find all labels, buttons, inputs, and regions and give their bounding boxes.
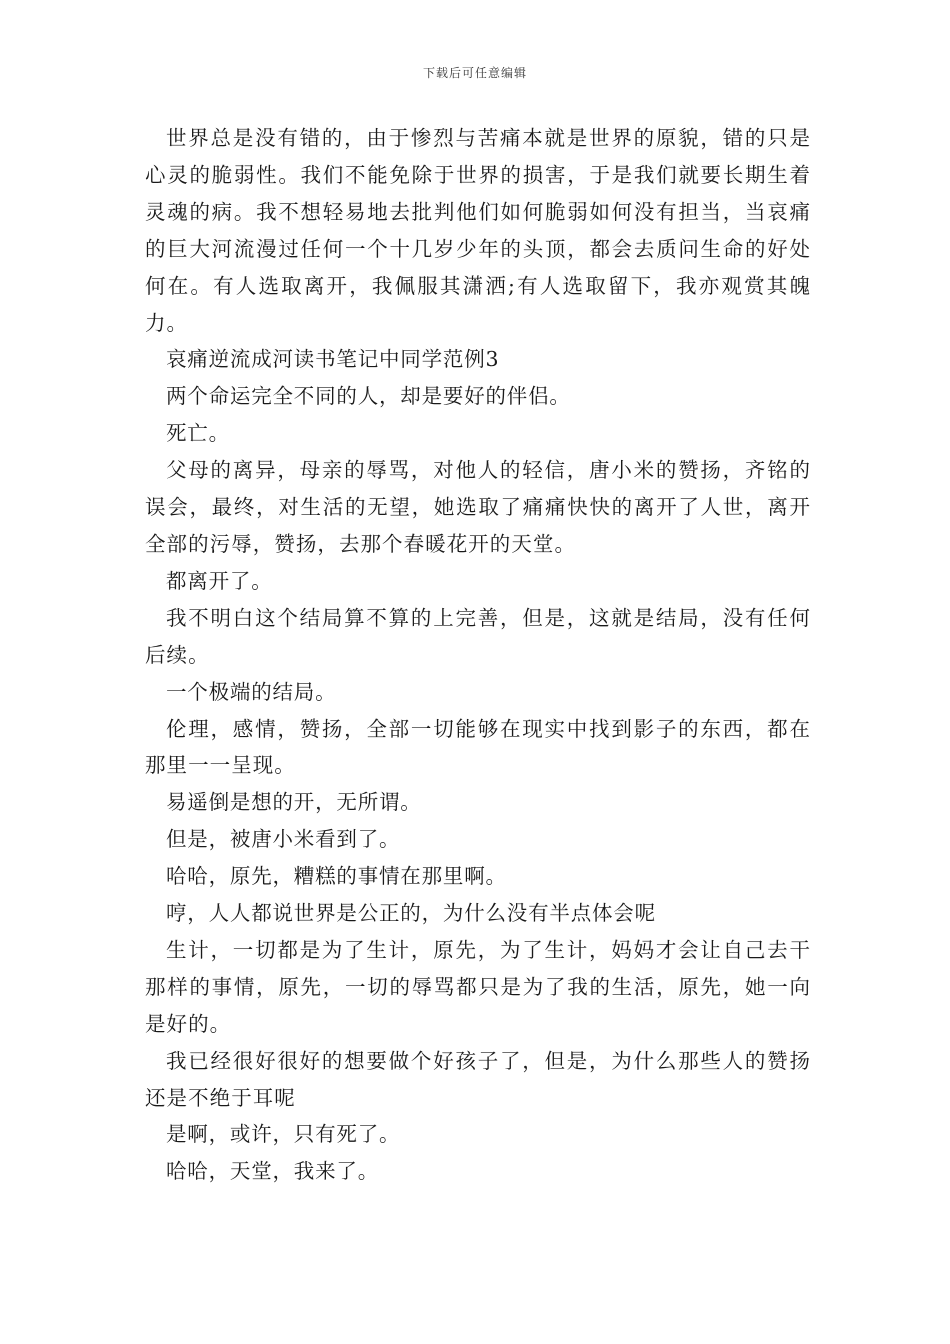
paragraph: 易遥倒是想的开，无所谓。	[166, 790, 422, 815]
paragraph: 两个命运完全不同的人，却是要好的伴侣。	[166, 384, 571, 409]
paragraph: 生计，一切都是为了生计，原先，为了生计，妈妈才会让自己去干那样的事情，原先，一切的辱骂都只是为了我的生活，原先，她一向是好的。	[145, 937, 811, 1036]
paragraph: 都离开了。	[166, 568, 273, 593]
paragraph: 父母的离异，母亲的辱骂，对他人的轻信，唐小米的赞扬，齐铭的误会，最终，对生活的无望，她选取了痛痛快快的离开了人世，离开全部的污辱，赞扬，去那个春暖花开的天堂。	[145, 458, 811, 556]
paragraph: 哼，人人都说世界是公正的，为什么没有半点体会呢	[166, 901, 656, 926]
paragraph: 是啊，或许，只有死了。	[166, 1122, 401, 1147]
paragraph: 伦理，感情，赞扬，全部一切能够在现实中找到影子的东西，都在那里一一呈现。	[145, 716, 811, 778]
section-heading: 哀痛逆流成河读书笔记中同学范例3	[166, 347, 500, 372]
paragraph: 但是，被唐小米看到了。	[166, 827, 401, 852]
paragraph: 哈哈，天堂，我来了。	[166, 1159, 379, 1184]
paragraph: 哈哈，原先，糟糕的事情在那里啊。	[166, 864, 507, 889]
paragraph: 死亡。	[166, 421, 230, 446]
document-body	[145, 120, 811, 1190]
paragraph: 我已经很好很好的想要做个好孩子了，但是，为什么那些人的赞扬还是不绝于耳呢	[145, 1048, 811, 1110]
paragraph: 我不明白这个结局算不算的上完善，但是，这就是结局，没有任何后续。	[145, 605, 811, 667]
paragraph: 一个极端的结局。	[166, 679, 337, 704]
header-note: 下载后可任意编辑	[422, 66, 527, 80]
paragraph: 世界总是没有错的，由于惨烈与苦痛本就是世界的原貌，错的只是心灵的脆弱性。我们不能免除于世界的损害，于是我们就要长期生着灵魂的病。我不想轻易地去批判他们如何脆弱如何没有担当，当哀痛的巨大河流漫过任何一个十几岁少年的头顶，都会去质问生命的好处何在。有人选取离开，我佩服其潇洒;有人选取留下，我亦观赏其魄力。	[145, 126, 811, 335]
